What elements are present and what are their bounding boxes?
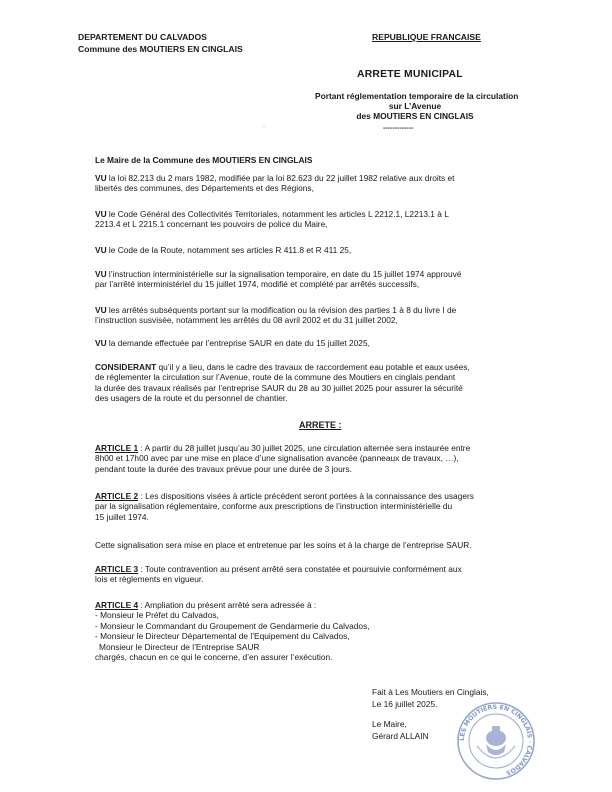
clause-text: de réglementer la circulation sur l’Avenue, route de la commune des Moutiers en cinglais pendant bbox=[95, 372, 456, 383]
signature-date: Le 16 juillet 2025. bbox=[372, 699, 438, 709]
subtitle-line: des MOUTIERS EN CINGLAIS bbox=[356, 111, 474, 122]
clause-text: 2213.4 et L 2215.1 concernant les pouvoirs de police du Maire, bbox=[95, 219, 328, 230]
vu-lead: VU bbox=[95, 269, 107, 279]
clause-text: le Code de la Route, notamment ses articles R 411.8 et R 411 25, bbox=[106, 245, 352, 255]
article-label: ARTICLE 3 bbox=[95, 564, 139, 574]
article-3 bbox=[95, 564, 545, 585]
vu-clause bbox=[95, 209, 545, 230]
clause-text: par la signalisation réglementaire, conforme aux prescriptions de l’instruction interministérielle du bbox=[95, 501, 453, 512]
recipient-item: Monsieur le Directeur de l’Entreprise SAUR bbox=[99, 641, 260, 652]
clause-text: : Les dispositions visées à article précédent seront portées à la connaissance des usagers bbox=[138, 491, 474, 501]
seal-text: LES MOUTIERS EN CINGLAIS · CALVADOS bbox=[458, 703, 534, 777]
arrete-heading: ARRETE : bbox=[299, 420, 342, 430]
recipient-item: - Monsieur le Directeur Départemental de l’Equipement du Calvados, bbox=[95, 631, 350, 642]
clause-text: par l’arrêté interministériel du 15 juillet 1974, modifié et complété par arrêtés successifs, bbox=[95, 279, 420, 290]
clause-text: lois et règlements en vigueur. bbox=[95, 574, 204, 585]
republic-header: REPUBLIQUE FRANCAISE bbox=[372, 32, 481, 42]
vu-lead: VU bbox=[95, 173, 107, 183]
vu-lead: VU bbox=[95, 209, 107, 219]
clause-text: les arrêtés subséquents portant sur la modification ou la révision des parties 1 à 8 du livre I de bbox=[106, 305, 457, 315]
commune-header: Commune des MOUTIERS EN CINGLAIS bbox=[78, 44, 243, 54]
clause-text: chargés, chacun en ce qui le concerne, d’en assurer l’exécution. bbox=[95, 652, 333, 663]
signature-place: Fait à Les Moutiers en Cinglais, bbox=[372, 687, 489, 697]
vu-clause bbox=[95, 173, 545, 194]
vu-lead: VU bbox=[95, 245, 107, 255]
vu-lead: VU bbox=[95, 338, 107, 348]
recipient-item: - Monsieur le Préfet du Calvados, bbox=[95, 610, 219, 621]
department-header: DEPARTEMENT DU CALVADOS bbox=[78, 32, 207, 42]
clause-text: pendant toute la durée des travaux prévue pour une durée de 3 jours. bbox=[95, 463, 352, 474]
clause-text: : Toute contravention au présent arrêté sera constatée et poursuivie conformément aux bbox=[138, 564, 462, 574]
considerant-lead: CONSIDERANT bbox=[95, 362, 157, 372]
clause-text: : A partir du 28 juillet jusqu’au 30 juillet 2025, une circulation alternée sera instaurée entre bbox=[138, 443, 471, 453]
vu-clause bbox=[95, 338, 545, 348]
clause-text: l’instruction susvisée, notamment les arrêtés du 08 avril 2002 et du 31 juillet 2002, bbox=[95, 315, 398, 326]
article-1 bbox=[95, 443, 545, 474]
mayor-intro: Le Maire de la Commune des MOUTIERS EN CINGLAIS bbox=[95, 155, 313, 165]
clause-text: des usagers de la route et du personnel de chantier. bbox=[95, 393, 288, 404]
article-label: ARTICLE 2 bbox=[95, 491, 139, 501]
article-2 bbox=[95, 491, 545, 522]
stray-mark: · bbox=[263, 124, 265, 130]
clause-text: la durée des travaux réalisés par l’entreprise SAUR du 28 au 30 juillet 2025 pour assurer la sécurité bbox=[95, 382, 463, 393]
clause-text: qu’il y a lieu, dans le cadre des travaux de raccordement eau potable et eaux usées, bbox=[156, 362, 470, 372]
vu-clause bbox=[95, 305, 545, 326]
clause-text: 8h00 et 17h00 avec par une mise en place d’une signalisation avancée (panneaux de travaux, …), bbox=[95, 453, 459, 464]
vu-clause bbox=[95, 269, 545, 290]
clause-text: Cette signalisation sera mise en place et entretenue par les soins et à la charge de l’entreprise SAUR. bbox=[95, 540, 472, 550]
signature-name: Gérard ALLAIN bbox=[372, 731, 429, 741]
clause-text: la loi 82.213 du 2 mars 1982, modifiée par la loi 82.623 du 22 juillet 1982 relative aux droits et bbox=[106, 173, 455, 183]
clause-text: le Code Général des Collectivités Territoriales, notamment les articles L 2212.1, L2213.1 à L bbox=[106, 209, 449, 219]
considerant-clause bbox=[95, 362, 545, 404]
subtitle-line: sur L’Avenue bbox=[388, 101, 442, 112]
recipient-item: - Monsieur le Commandant du Groupement de Gendarmerie du Calvados, bbox=[95, 620, 370, 631]
article-4 bbox=[95, 600, 545, 662]
article-label: ARTICLE 1 bbox=[95, 443, 139, 453]
clause-text: la demande effectuée par l’entreprise SAUR en date du 15 juillet 2025, bbox=[106, 338, 370, 348]
subtitle-line: Portant réglementation temporaire de la circulation bbox=[315, 91, 519, 101]
article-label: ARTICLE 4 bbox=[95, 600, 139, 610]
clause-text: libertés des communes, des Départements et des Régions, bbox=[95, 183, 314, 194]
mairie-seal bbox=[455, 700, 537, 782]
document-subtitle bbox=[315, 91, 519, 122]
vu-lead: VU bbox=[95, 305, 107, 315]
clause-text: l’instruction interministérielle sur la signalisation temporaire, en date du 15 juillet 1974 approuvé bbox=[106, 269, 462, 279]
title-separator: ------------- bbox=[383, 125, 414, 132]
clause-text: 15 juillet 1974. bbox=[95, 511, 149, 522]
signalisation-note bbox=[95, 540, 545, 550]
signature-role: Le Maire, bbox=[372, 719, 407, 729]
clause-text: : Ampliation du présent arrêté sera adressée à : bbox=[138, 600, 317, 610]
document-title: ARRETE MUNICIPAL bbox=[357, 69, 463, 80]
vu-clause bbox=[95, 245, 545, 255]
